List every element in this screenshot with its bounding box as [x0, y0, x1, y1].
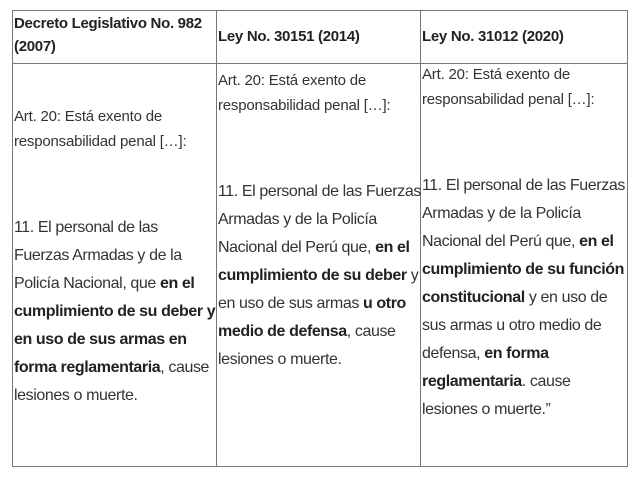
item-11-text	[218, 178, 422, 374]
text: 11. El personal de las Fuerzas Armadas y de la Policía Nacional, que	[14, 219, 182, 292]
art-line: Art. 20: Está exento de	[218, 72, 366, 89]
bold-text: en el cumplimiento de su deber y en uso de sus armas en forma reglamentaria	[14, 275, 216, 376]
bold-text: en el cumplimiento de su función constitucional	[422, 233, 625, 306]
text: , cause lesiones o muerte.	[218, 323, 396, 368]
text: y en uso de sus armas	[218, 267, 419, 312]
text: . cause lesiones o muerte.”	[422, 373, 571, 418]
cell-decreto-982	[13, 64, 216, 466]
header-decreto-982: Decreto Legislativo No. 982 (2007)	[14, 15, 202, 55]
art-20-text	[422, 62, 594, 112]
art-line: responsabilidad penal […]:	[422, 91, 595, 108]
art-line: Art. 20: Está exento de	[422, 66, 570, 83]
text: 11. El personal de las Fuerzas Armadas y de la Policía Nacional del Perú que,	[422, 177, 625, 250]
text: 11. El personal de las Fuerzas Armadas y de la Policía Nacional del Perú que,	[218, 183, 421, 256]
header-ley-30151: Ley No. 30151 (2014)	[218, 28, 360, 45]
cell-ley-31012	[421, 64, 627, 466]
comparison-table	[12, 10, 628, 467]
bold-text: en forma reglamentaria	[422, 345, 549, 390]
item-11-text	[422, 172, 627, 424]
art-line: responsabilidad penal […]:	[218, 97, 391, 114]
bold-text: en el cumplimiento de su deber	[218, 239, 410, 284]
bold-text: u otro medio de defensa	[218, 295, 406, 340]
item-11-text	[14, 214, 216, 410]
art-20-text	[218, 68, 390, 118]
art-line: responsabilidad penal […]:	[14, 133, 187, 150]
art-20-text	[14, 104, 186, 154]
text: , cause lesiones o muerte.	[14, 359, 210, 404]
cell-ley-30151	[217, 64, 420, 466]
header-ley-31012: Ley No. 31012 (2020)	[422, 28, 564, 45]
text: y en uso de sus armas u otro medio de defensa,	[422, 289, 608, 362]
art-line: Art. 20: Está exento de	[14, 108, 162, 125]
